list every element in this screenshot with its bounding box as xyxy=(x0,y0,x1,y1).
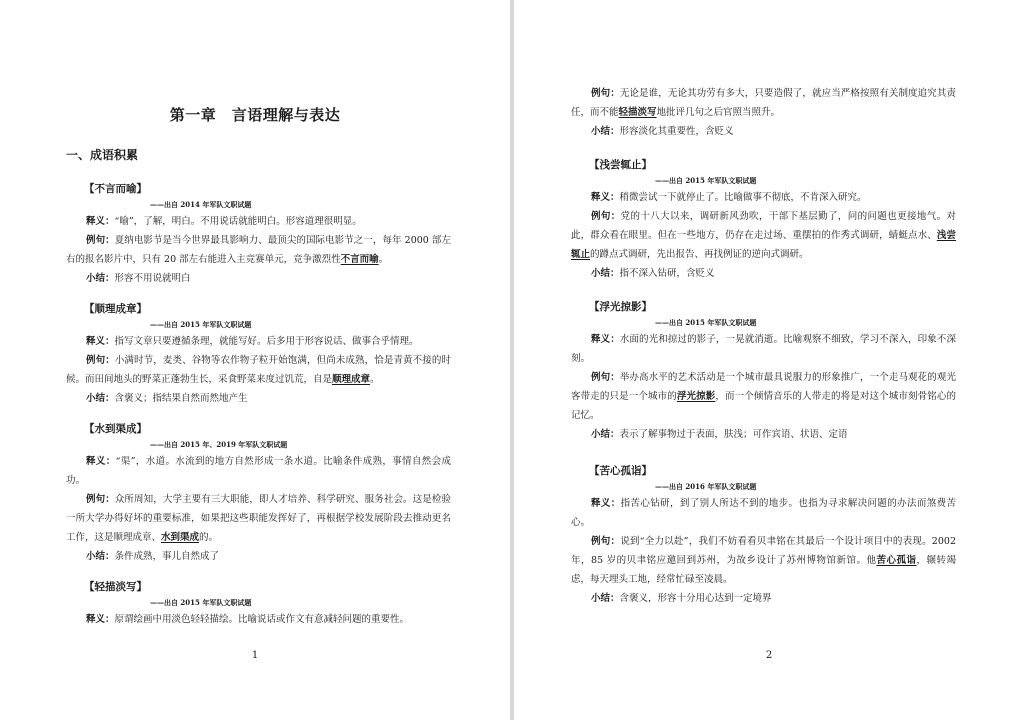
definition: 释义：水面的光和掠过的影子，一晃就消逝。比喻观察不细致，学习不深入，印象不深刻。 xyxy=(571,334,956,364)
chapter-title: 第一章 言语理解与表达 xyxy=(169,106,341,124)
highlighted-idiom: 顺理成章 xyxy=(332,374,371,385)
idiom-heading: 【苦心孤诣】 xyxy=(589,465,652,477)
idiom-heading: 【顺理成章】 xyxy=(84,303,147,315)
summary: 小结：形容淡化其重要性，含贬义 xyxy=(591,126,734,137)
highlighted-idiom: 浮光掠影 xyxy=(676,391,716,402)
example: 例句：众所周知，大学主要有三大职能，即人才培养、科学研究、服务社会。这是检验一所大学办得好坏的重要标准，如果把这些职能发挥好了，再根据学校发展阶段去推动更名工作，这是顺理成章、水到渠成的。 xyxy=(66,494,451,543)
idiom-entry-continued xyxy=(571,84,956,141)
idiom-heading: 【浅尝辄止】 xyxy=(589,159,652,171)
idiom-source: ——出自 2015 年军队文职试题 xyxy=(655,176,757,185)
highlighted-idiom: 苦心孤诣 xyxy=(876,555,917,566)
highlighted-idiom: 不言而喻 xyxy=(340,254,379,265)
summary: 小结：表示了解事物过于表面，肤浅；可作宾语、状语、定语 xyxy=(591,429,848,440)
example: 例句：小满时节，麦类、谷物等农作物子粒开始饱满，但尚未成熟，恰是青黄不接的时候。而田间地头的野菜正蓬勃生长，采食野菜来度过饥荒，自是顺理成章。 xyxy=(66,355,451,385)
definition: 释义：“渠”，水道。水流到的地方自然形成一条水道。比喻条件成熟，事情自然会成功。 xyxy=(66,456,451,486)
idiom-source: ——出自 2015 年军队文职试题 xyxy=(150,320,252,329)
highlighted-idiom: 轻描淡写 xyxy=(618,107,657,118)
definition: 释义：指苦心钻研，到了别人所达不到的地步。也指为寻求解决问题的办法而煞费苦心。 xyxy=(571,498,956,528)
idiom-source: ——出自 2016 年军队文职试题 xyxy=(655,482,757,491)
document-page-2 xyxy=(514,0,1024,720)
idiom-entry xyxy=(66,180,451,288)
idiom-source: ——出自 2015 年军队文职试题 xyxy=(150,598,252,607)
idiom-source: ——出自 2015 年军队文职试题 xyxy=(655,318,757,327)
definition: 释义：“喻”，了解，明白。不用说话就能明白。形容道理很明显。 xyxy=(86,216,362,227)
idiom-heading: 【水到渠成】 xyxy=(84,423,147,435)
highlighted-idiom: 水到渠成 xyxy=(161,532,200,543)
idiom-entry xyxy=(66,578,451,629)
idiom-entry xyxy=(66,300,451,408)
definition: 释义：稍微尝试一下就停止了。比喻做事不彻底，不肯深入研究。 xyxy=(591,192,867,203)
page-number: 2 xyxy=(765,650,773,661)
summary: 小结：形容不用说就明白 xyxy=(86,273,191,284)
highlighted-idiom: 浅尝辄止 xyxy=(571,230,956,260)
summary: 小结：条件成熟，事儿自然成了 xyxy=(86,551,220,562)
example: 例句：无论是谁，无论其功劳有多大，只要造假了，就应当严格按照有关制度追究其责任，而不能轻描淡写地批评几句之后官照当照升。 xyxy=(571,88,956,118)
idiom-heading: 【浮光掠影】 xyxy=(589,301,652,313)
idiom-entry xyxy=(571,298,956,444)
example: 例句：举办高水平的艺术活动是一个城市最具说服力的形象推广，一个走马观花的观光客带走的只是一个城市的浮光掠影，而一个倾情音乐的人带走的将是对这个城市刻骨铭心的记忆。 xyxy=(571,372,956,421)
section-title: 一、成语积累 xyxy=(66,148,139,162)
idiom-entry xyxy=(66,420,451,566)
definition: 释义：指写文章只要遵循条理，就能写好。后多用于形容说话、做事合乎情理。 xyxy=(86,336,419,347)
idiom-entry xyxy=(571,462,956,608)
definition: 释义：原谓绘画中用淡色轻轻描绘。比喻说话或作文有意减轻问题的重要性。 xyxy=(86,614,410,625)
idiom-heading: 【轻描淡写】 xyxy=(84,581,147,593)
document-page-1 xyxy=(0,0,510,720)
example: 例句：说到“全力以赴”，我们不妨看看贝聿铭在其最后一个设计项目中的表现。2002 年，85 岁的贝聿铭应邀回到苏州，为故乡设计了苏州博物馆新馆。他苦心孤诣，辗转竭虑，每天埋头工地，经常忙碌至凌晨。 xyxy=(571,536,956,585)
summary: 小结：含褒义；指结果自然而然地产生 xyxy=(86,393,248,404)
example: 例句：夏纳电影节是当今世界最具影响力、最顶尖的国际电影节之一，每年 2000 部左右的报名影片中，只有 20 部左右能进入主竞赛单元，竞争激烈性不言而喻。 xyxy=(66,235,451,265)
page-number: 1 xyxy=(251,650,259,661)
example: 例句：党的十八大以来，调研新风劲吹，干部下基层勤了，问的问题也更接地气。对此，群众看在眼里。但在一些地方，仍存在走过场、重摆拍的作秀式调研，蜻蜓点水、浅尝辄止的蹲点式调研，先出报告、再找例证的逆向式调研。 xyxy=(571,211,956,260)
summary: 小结：含褒义，形容十分用心达到一定境界 xyxy=(591,593,772,604)
summary: 小结：指不深入钻研，含贬义 xyxy=(591,268,715,279)
idiom-entry xyxy=(571,156,956,283)
idiom-heading: 【不言而喻】 xyxy=(84,183,147,195)
idiom-source: ——出自 2015 年、2019 年军队文职试题 xyxy=(150,440,288,449)
idiom-source: ——出自 2014 年军队文职试题 xyxy=(150,200,252,209)
